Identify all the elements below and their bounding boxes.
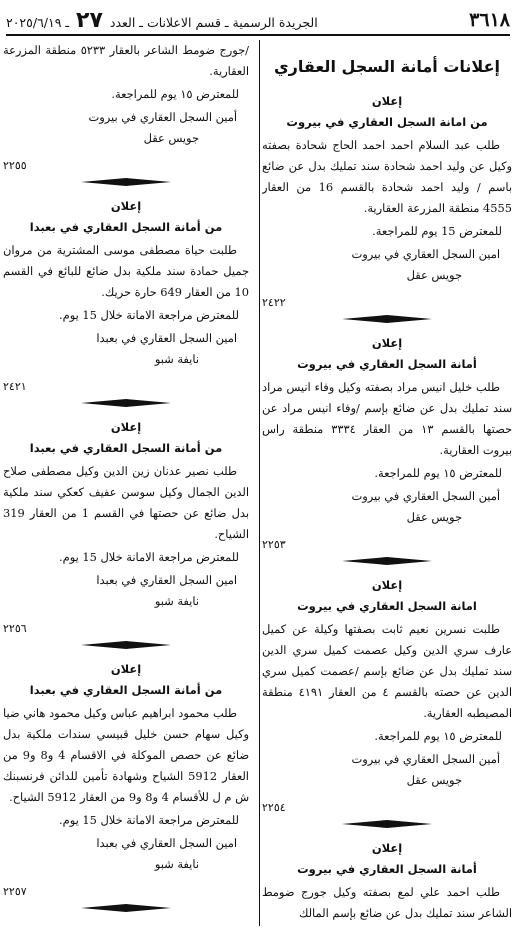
notice-body: طلبت حياة مصطفى موسى المشترية من مروان جميل حمادة سند ملكية بدل ضائع للبائع في القسم 10 من العقار 649 حارة حريك. [3, 243, 249, 299]
notice-label: إعلان [371, 336, 403, 350]
notice-body: طلب احمد علي لمع بصفته وكيل جورج ضومط الشاعر سند تمليك بدل عن ضائع بإسم المالك [262, 885, 512, 920]
signature-title: امين السجل العقاري في بعبدا [96, 331, 237, 345]
signature-name: جويس عقل [406, 510, 462, 524]
notice-objection: للمعترض مراجعة الامانة خلال 15 يوم. [59, 308, 239, 322]
notice [262, 575, 512, 828]
notice-number: ٢٤٢١ [3, 380, 27, 393]
notice-heading: أمانة السجل العقاري في بيروت [297, 862, 477, 876]
separator-ornament [3, 399, 249, 407]
page-number: ٣٦١٨ [469, 9, 510, 31]
page-header [6, 6, 510, 36]
notice-label: إعلان [371, 578, 403, 592]
notice-body: طلب محمود ابراهيم عباس وكيل محمود هاني ضيا وكيل سهام حسن خليل قبيسي سندات ملكية بدل ضائع عن حصص الموكلة في الاقسام 4 و8 و9 من العقار 5912 الشياح وشهادة تأمين للدائن فرنسبنك ش م ل للأقسام 4 و8 و9 من العقار 5912 الشياح. [3, 706, 249, 804]
separator-ornament [262, 315, 512, 323]
issue-date: ـ ٢٠٢٥/٦/١٩ [6, 14, 70, 30]
notice [3, 196, 249, 407]
separator-ornament [262, 820, 512, 828]
signature-name: نايفة شبو [154, 594, 199, 608]
separator-ornament [3, 904, 249, 912]
notice-label: إعلان [110, 662, 142, 676]
separator-ornament [3, 178, 249, 186]
signature-title: أمين السجل العقاري في بيروت [351, 752, 500, 766]
notice-heading: من أمانة السجل العقاري في بعبدا [29, 220, 223, 234]
notice [262, 838, 512, 924]
notice-label: إعلان [110, 199, 142, 213]
section-title: إعلانات أمانة السجل العقاري [274, 57, 500, 76]
notice-heading: امانة السجل العقاري في بيروت [297, 599, 477, 613]
notice-number: ٢٢٥٦ [3, 622, 27, 635]
running-title: الجريدة الرسمية ـ قسم الاعلانات ـ العدد [109, 14, 318, 30]
separator-ornament [262, 557, 512, 565]
notice-number: ٢٢٥٥ [3, 159, 27, 172]
notice-continuation [3, 40, 249, 186]
notice-label: إعلان [371, 841, 403, 855]
signature-name: جويس عقل [406, 268, 462, 282]
notice [3, 659, 249, 912]
signature-name: جويس عقل [143, 131, 199, 145]
column-divider [259, 40, 260, 926]
running-header [6, 8, 318, 33]
signature-name: جويس عقل [406, 773, 462, 787]
signature-title: أمين السجل العقاري في بيروت [351, 489, 500, 503]
right-column [262, 40, 512, 934]
signature-title: أمين السجل العقاري في بيروت [88, 110, 237, 124]
notice-objection: للمعترض ١٥ يوم للمراجعة. [111, 87, 239, 101]
notice-label: إعلان [110, 420, 142, 434]
notice-body: طلبت نسرين نعيم ثابت بصفتها وكيلة عن كميل عارف سري الدين وكيل عصمت كميل سري الدين سند تمليك بدل عن ضائع بإسم /عصمت كميل سري الدين عن حصته بالقسم ٤ من العقار ٤١٩١ منطقة المصيطبه العقارية. [262, 622, 512, 720]
notice-number: ٢٢٥٧ [3, 885, 27, 898]
notice [262, 91, 512, 323]
notice-objection: للمعترض ١٥ يوم للمراجعة. [374, 729, 502, 743]
signature-name: نايفة شبو [154, 352, 199, 366]
notice-body: طلب عبد السلام احمد احمد الحاج شحادة بصفته وكيل عن وليد احمد شحادة سند تمليك بدل عن ضائع باسم / وليد احمد شحادة بالقسم 16 من العقار 4555 منطقة المزرعة العقارية. [262, 138, 512, 215]
notice-body: /جورج ضومط الشاعر بالعقار ٥٢٣٣ منطقة المزرعة العقارية. [3, 43, 249, 78]
notice-heading: أمانة السجل العقاري في بيروت [297, 357, 477, 371]
notice-number: ٢٢٥٣ [262, 538, 286, 551]
signature-title: امين السجل العقاري في بيروت [351, 247, 500, 261]
notice [3, 417, 249, 649]
signature-title: امين السجل العقاري في بعبدا [96, 836, 237, 850]
notice-body: طلب خليل انيس مراد بصفته وكيل وفاء انيس مراد سند تمليك بدل عن ضائع بإسم /وفاء انيس مراد عن حصتها بالقسم ١٣ من العقار ٣٣٣٤ منطقة راس بيروت العقارية. [262, 380, 512, 457]
notice-number: ٢٤٢٢ [262, 296, 286, 309]
notice-objection: للمعترض ١٥ يوم للمراجعة. [374, 466, 502, 480]
notice-label: إعلان [371, 94, 403, 108]
notice-heading: من امانة السجل العقاري في بيروت [286, 115, 488, 129]
notice-body: طلب نصير عدنان زين الدين وكيل مصطفى صلاح الدين الجمال وكيل سوسن عفيف كعكي سند ملكية بدل ضائع عن حصتها في القسم 1 من العقار 319 الشياح. [3, 464, 249, 541]
signature-title: امين السجل العقاري في بعبدا [96, 573, 237, 587]
left-column [3, 40, 249, 934]
notice-heading: من أمانة السجل العقاري في بعبدا [29, 441, 223, 455]
notice [262, 333, 512, 565]
issue-number: ٢٧ [76, 7, 103, 33]
signature-name: نايفة شبو [154, 857, 199, 871]
notice-objection: للمعترض مراجعة الامانة خلال 15 يوم. [59, 813, 239, 827]
notice-heading: من أمانة السجل العقاري في بعبدا [29, 683, 223, 697]
notice-number: ٢٢٥٤ [262, 801, 286, 814]
notice-objection: للمعترض 15 يوم للمراجعة. [372, 224, 502, 238]
notice-objection: للمعترض مراجعة الامانة خلال 15 يوم. [59, 550, 239, 564]
separator-ornament [3, 641, 249, 649]
